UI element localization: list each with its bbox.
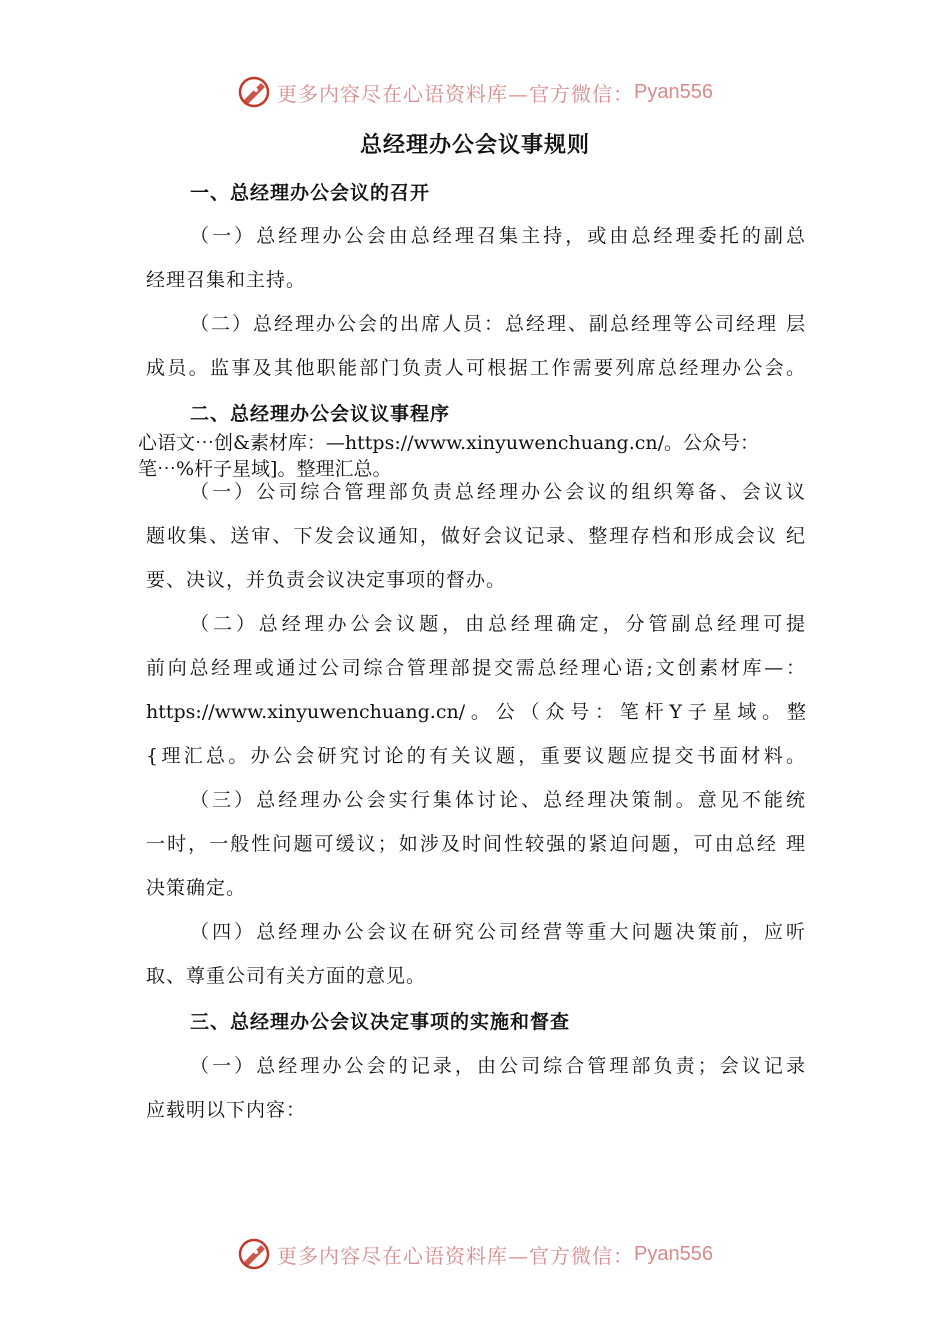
banner-text: 更多内容尽在心语资料库—官方微信： — [277, 81, 635, 106]
paragraph-line: （二）总经理办公会的出席人员：总经理、副总经理等公司经理 层 — [190, 313, 806, 335]
paragraph-line: 经理召集和主持。 — [146, 269, 307, 291]
paragraph-line: （三）总经理办公会实行集体讨论、总经理决策制。意见不能统 — [190, 789, 806, 811]
paragraph-line: （一）公司综合管理部负责总经理办公会议的组织筹备、会议议 — [190, 481, 806, 503]
banner-wechat-id: Pyan556 — [634, 80, 713, 103]
section-heading-3: 三、总经理办公会议决定事项的实施和督查 — [190, 1011, 571, 1033]
paragraph-line: 取、尊重公司有关方面的意见。 — [146, 965, 427, 987]
paragraph-line: 成员。监事及其他职能部门负责人可根据工作需要列席总经理办公会。 — [146, 357, 806, 379]
header-banner — [0, 72, 950, 112]
paragraph-line: （二）总经理办公会议题，由总经理确定，分管副总经理可提 — [190, 613, 806, 635]
paragraph-line: 决策确定。 — [146, 877, 247, 899]
watermark-line: 心语文⋯创&素材库：—https://www.xinyuwenchuang.cn/。公众号： — [138, 432, 760, 454]
pen-nib-logo-icon — [237, 75, 271, 109]
footer-banner — [0, 1234, 950, 1274]
paragraph-line: 题收集、送审、下发会议通知，做好会议记录、整理存档和形成会议 纪 — [146, 525, 806, 547]
paragraph-line: （一）总经理办公会的记录，由公司综合管理部负责；会议记录 — [190, 1055, 806, 1077]
paragraph-line: {理汇总。办公会研究讨论的有关议题，重要议题应提交书面材料。 — [146, 745, 806, 767]
section-heading-1: 一、总经理办公会议的召开 — [190, 182, 431, 204]
watermark-line: 笔⋯%杆子星域]。整理汇总。 — [138, 458, 392, 480]
paragraph-line: （一）总经理办公会由总经理召集主持，或由总经理委托的副总 — [190, 225, 806, 247]
paragraph-line: 前向总经理或通过公司综合管理部提交需总经理心语;文创素材库—： — [146, 657, 806, 679]
section-heading-2: 二、总经理办公会议议事程序 — [190, 403, 451, 425]
paragraph-line: 一时，一般性问题可缓议；如涉及时间性较强的紧迫问题，可由总经 理 — [146, 833, 806, 855]
paragraph-line: https://www.xinyuwenchuang.cn/。公（众号：笔杆Y子星域。整 — [146, 701, 806, 723]
banner-text: 更多内容尽在心语资料库—官方微信： — [277, 1243, 635, 1268]
paragraph-line: 要、决议，并负责会议决定事项的督办。 — [146, 569, 507, 591]
paragraph-line: 应载明以下内容： — [146, 1099, 307, 1121]
paragraph-line: （四）总经理办公会议在研究公司经营等重大问题决策前，应听 — [190, 921, 806, 943]
page-title: 总经理办公会议事规则 — [359, 133, 590, 158]
pen-nib-logo-icon — [237, 1237, 271, 1271]
banner-wechat-id: Pyan556 — [634, 1242, 713, 1265]
